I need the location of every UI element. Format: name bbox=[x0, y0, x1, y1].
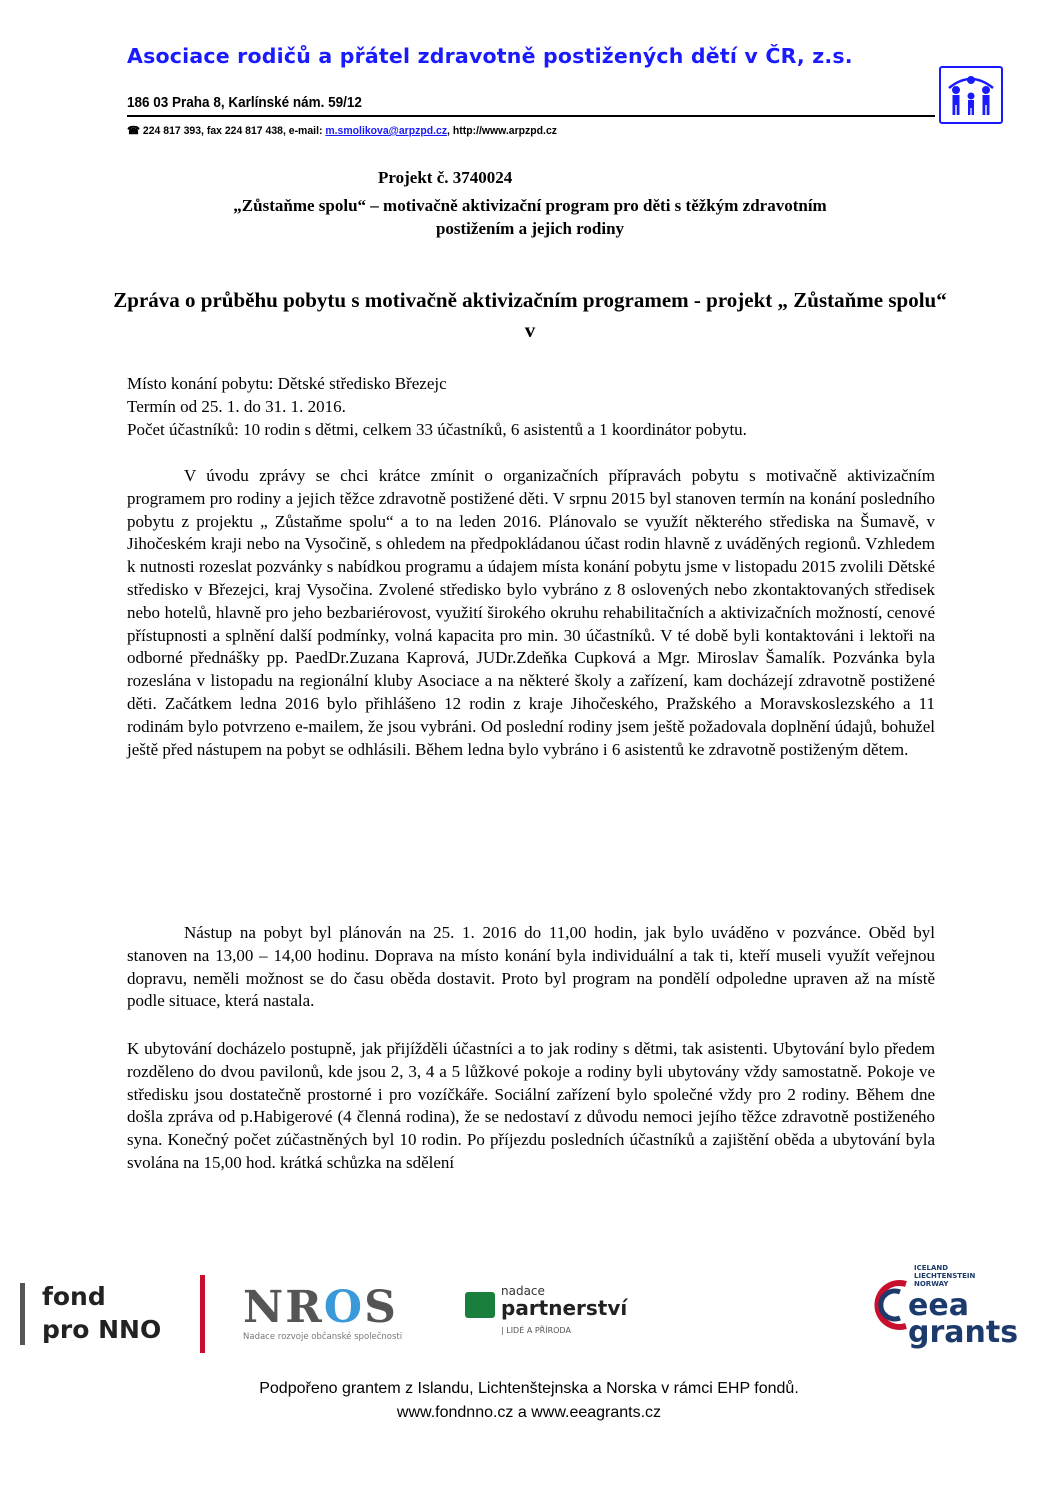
contact-website[interactable]: , http://www.arpzpd.cz bbox=[447, 125, 557, 137]
project-number: Projekt č. 3740024 bbox=[378, 168, 513, 187]
nadace-logo-text: nadace bbox=[501, 1284, 545, 1298]
stay-term: Termín od 25. 1. do 31. 1. 2016. bbox=[127, 397, 346, 416]
nros-logo-text: S bbox=[364, 1282, 398, 1333]
organization-name: Asociace rodičů a přátel zdravotně postižených dětí v ČR, z.s. bbox=[127, 44, 853, 68]
eea-country: ICELAND bbox=[914, 1264, 949, 1272]
header-divider bbox=[127, 115, 935, 117]
stay-info bbox=[127, 372, 747, 441]
organization-contact bbox=[127, 124, 557, 137]
nadace-logo-text: partnerství bbox=[501, 1296, 628, 1320]
footer-links[interactable]: www.fondnno.cz a www.eeagrants.cz bbox=[396, 1404, 662, 1421]
body-paragraph: K ubytování docházelo postupně, jak přijížděli účastníci a to jak rodiny s dětmi, tak asistenti. Ubytování bylo předem rozděleno do dvou pavilonů, kde jsou 2, 3, 4 a 5 lůžkové pokoje a rodiny byli ubytovány vždy samostatně. Pokoje ve středisku jsou dostatečně prostorné i pro vozíčkáře. Sociální zařízení bylo společné vždy pro 2 rodiny. Během dne došla zpráva od p.Habigerové (4 členná rodina), že se nedostaví z důvodu nemoci jejího těžce zdravotně postiženého syna. Konečný počet zúčastněných byl 10 rodin. Po příjezdu posledních účastníků a zajištění oběda a ubytování byla svolána na 15,00 hod. krátká schůzka na sdělení bbox=[127, 1039, 935, 1172]
eea-logo-text: grants bbox=[908, 1315, 1019, 1350]
eea-country: NORWAY bbox=[914, 1280, 949, 1288]
nros-logo-text: O bbox=[323, 1282, 365, 1333]
stay-participants: Počet účastníků: 10 rodin s dětmi, celkem 33 účastníků, 6 asistentů a 1 koordinátor pobytu. bbox=[127, 420, 747, 439]
project-title: „Zůstaňme spolu“ – motivačně aktivizační program pro děti s těžkým zdravotním postižením a jejich rodiny bbox=[233, 196, 827, 238]
body-paragraph: Nástup na pobyt byl plánován na 25. 1. 2016 do 11,00 hodin, jak bylo uváděno v pozvánce. Oběd byl stanoven na 13,00 – 14,00 hodinu. Doprava na místo konání byla individuální a tak ti, kteří museli využít veřejnou dopravu, neměli možnost se do času oběda dostavit. Proto byl program na pondělí odpoledne upraven až na místě podle situace, která nastala. bbox=[127, 923, 935, 1011]
eea-logo-text: eea bbox=[908, 1288, 969, 1323]
organization-address: 186 03 Praha 8, Karlínské nám. 59/12 bbox=[127, 94, 362, 111]
fond-pro-nno-logo bbox=[20, 1283, 210, 1345]
fond-logo-line: fond bbox=[42, 1282, 106, 1311]
eea-country: LIECHTENSTEIN bbox=[914, 1272, 976, 1280]
body-paragraph: V úvodu zprávy se chci krátce zmínit o organizačních přípravách pobytu s motivačně aktivizačním programem pro rodiny a jejich těžce zdravotně postižené děti. V srpnu 2015 byl stanoven termín na konání posledního pobytu z projektu „ Zůstaňme spolu“ a to na leden 2016. Plánovalo se využít některého střediska na Šumavě, v Jihočeském kraji nebo na Vysočině, s ohledem na předpokládanou účast rodin hlavně z uváděných regionů. Vzhledem k nutnosti rozeslat pozvánky s nabídkou programu a údajem místa konání pobytu jsme v listopadu 2015 zvolili Dětské středisko v Březejci, kraj Vysočina. Zvolené středisko bylo vybráno z 8 oslovených nebo zkontaktovaných středisek nebo hotelů, hlavně pro jeho bezbariérovost, využití širokého okruhu rehabilitačních a aktivizačních možností, cenové přístupnosti a splnění další podmínky, volná kapacita pro min. 30 účastníků. V té době byli kontaktováni i lektoři na odborné přednášky pp. PaedDr.Zuzana Kaprová, JUDr.Zdeňka Cupková a Mgr. Miroslav Šamalík. Pozvánka byla rozeslána v listopadu na regionální kluby Asociace a na některé školy a zařízení, kam docházejí zdravotně postižené děti. Začátkem ledna 2016 bylo přihlášeno 12 rodin z kraje Jihočeského, Pražského a Moravskoslezského a 11 rodinám bylo potvrzeno e-mailem, že jsou vybráni. Od poslední rodiny jsem ještě požadovala doplnění údajů, bohužel ještě před nástupem na pobyt se odhlásili. Během ledna bylo vybráno i 6 asistentů ke zdravotně postiženým dětem. bbox=[127, 466, 935, 759]
stay-place: Místo konání pobytu: Dětské středisko Březejc bbox=[127, 374, 447, 393]
family-icon bbox=[939, 66, 1003, 124]
nros-logo-subtitle: Nadace rozvoje občanské společnosti bbox=[243, 1332, 403, 1342]
report-title: Zpráva o průběhu pobytu s motivačně aktivizačním programem - projekt „ Zůstaňme spolu“ v bbox=[113, 288, 947, 342]
eea-grants-logo bbox=[866, 1262, 1036, 1362]
nadace-logo-text: | LIDÉ A PŘÍRODA bbox=[501, 1326, 571, 1335]
nros-logo-text: NR bbox=[243, 1282, 324, 1333]
contact-email-link[interactable]: m.smolikova@arpzpd.cz bbox=[325, 125, 448, 137]
nros-logo bbox=[243, 1282, 403, 1342]
contact-prefix: ☎ 224 817 393, fax 224 817 438, e-mail: bbox=[127, 125, 326, 137]
nadace-leaf-icon bbox=[465, 1292, 495, 1318]
footer-grant-note: Podpořeno grantem z Islandu, Lichtenštejnska a Norska v rámci EHP fondů. bbox=[259, 1380, 799, 1397]
fond-logo-line: pro NNO bbox=[42, 1315, 162, 1344]
